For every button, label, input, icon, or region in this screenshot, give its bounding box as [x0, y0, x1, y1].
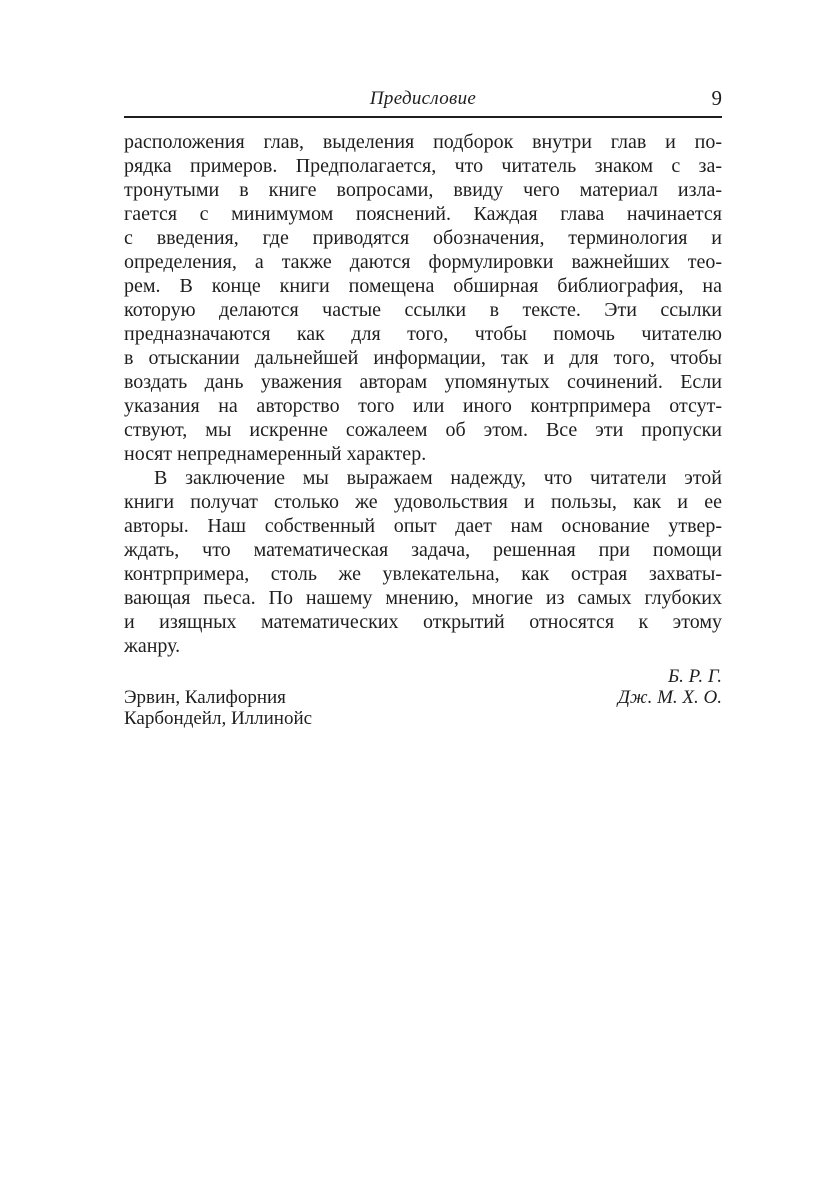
- paragraph-2: [124, 466, 722, 658]
- text-line: тронутыми в книге вопросами, ввиду чего материал изла-: [124, 179, 722, 201]
- text-line: контрпримера, столь же увлекательна, как острая захваты-: [124, 563, 722, 585]
- text-line: в отыскании дальнейшей информации, так и для того, чтобы: [124, 347, 722, 369]
- text-line: расположения глав, выделения подборок внутри глав и по-: [124, 131, 722, 153]
- text-line: книги получат столько же удовольствия и пользы, как и ее: [124, 491, 722, 513]
- text-line: ствуют, мы искренне сожалеем об этом. Все эти пропуски: [124, 419, 722, 441]
- author-initials: [618, 666, 722, 708]
- text-line: гается с минимумом пояснений. Каждая глава начинается: [124, 203, 722, 225]
- text-line: и изящных математических открытий относятся к этому: [124, 611, 722, 633]
- text-line: авторы. Наш собственный опыт дает нам основание утвер-: [124, 515, 722, 537]
- place-2: Карбондейл, Иллинойс: [124, 708, 313, 729]
- page-number: 9: [711, 86, 722, 110]
- running-header: [124, 86, 722, 118]
- text-line: рем. В конце книги помещена обширная библиография, на: [124, 275, 722, 297]
- author-initials-2: Дж. М. Х. О.: [617, 687, 722, 708]
- signature-block: [124, 662, 722, 729]
- text-line: рядка примеров. Предполагается, что читатель знаком с за-: [124, 155, 722, 177]
- body-text: [124, 130, 722, 658]
- book-page: [124, 86, 722, 729]
- text-line: воздать дань уважения авторам упомянутых сочинений. Если: [124, 371, 722, 393]
- running-title: Предисловие: [369, 88, 477, 109]
- paragraph-1: [124, 130, 722, 466]
- place-1: Эрвин, Калифорния: [124, 687, 286, 708]
- author-initials-1: Б. Р. Г.: [667, 666, 722, 687]
- text-line: жанру.: [124, 635, 181, 657]
- author-places: [124, 687, 312, 729]
- text-line: с введения, где приводятся обозначения, терминология и: [124, 227, 722, 249]
- text-line: ждать, что математическая задача, решенная при помощи: [124, 539, 722, 561]
- text-line: которую делаются частые ссылки в тексте. Эти ссылки: [124, 299, 722, 321]
- text-line: вающая пьеса. По нашему мнению, многие из самых глубоких: [124, 587, 722, 609]
- text-line: определения, а также даются формулировки важнейших тео-: [124, 251, 722, 273]
- text-line: В заключение мы выражаем надежду, что читатели этой: [154, 467, 722, 489]
- text-line: указания на авторство того или иного контрпримера отсут-: [124, 395, 722, 417]
- text-line: носят непреднамеренный характер.: [124, 443, 427, 465]
- text-line: предназначаются как для того, чтобы помочь читателю: [124, 323, 722, 345]
